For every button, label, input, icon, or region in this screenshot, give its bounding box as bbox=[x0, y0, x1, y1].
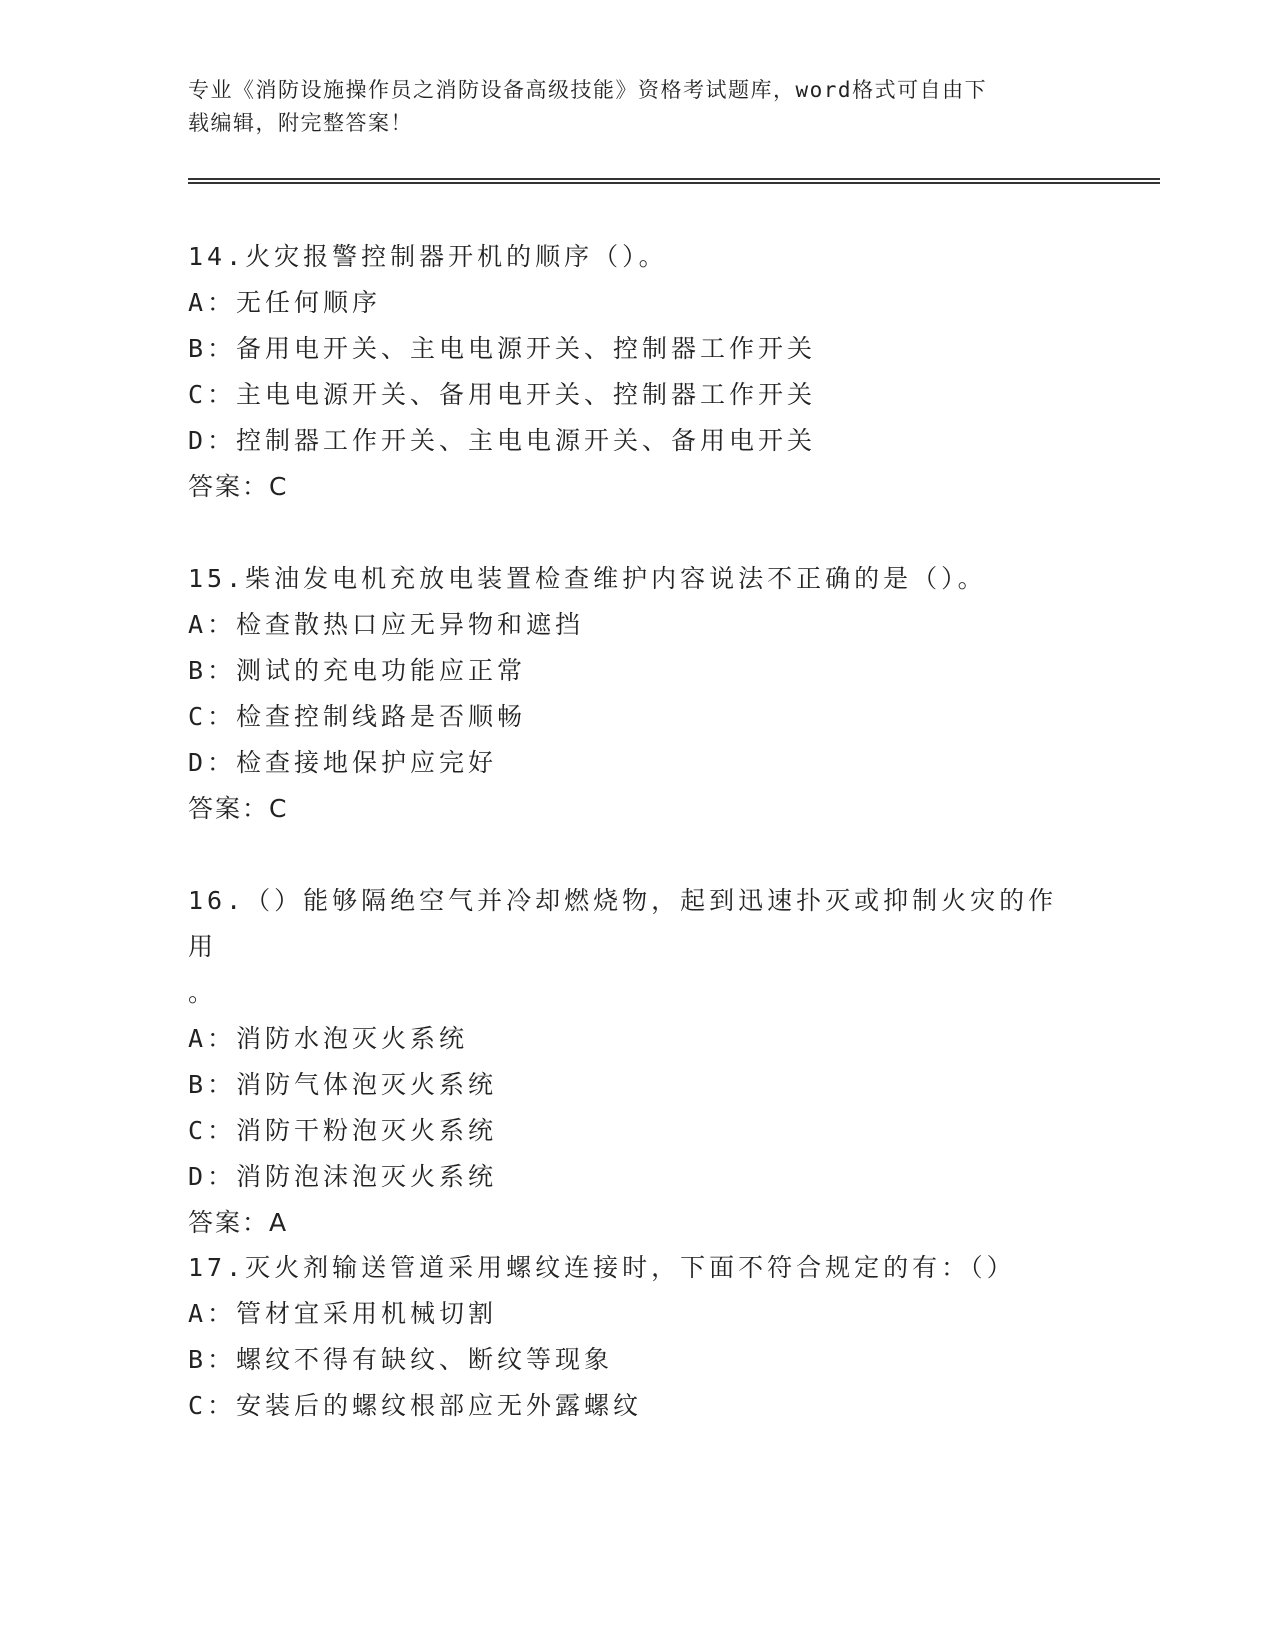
answer-text: 答案：C bbox=[188, 794, 289, 823]
option-b: B：消防气体泡灭火系统 bbox=[188, 1070, 498, 1099]
option-c: C：主电电源开关、备用电开关、控制器工作开关 bbox=[188, 380, 817, 409]
option-c: C：安装后的螺纹根部应无外露螺纹 bbox=[188, 1391, 643, 1420]
option-a: A：检查散热口应无异物和遮挡 bbox=[188, 610, 585, 639]
answer-text: 答案：C bbox=[188, 472, 289, 501]
question-16 bbox=[188, 878, 1088, 1246]
header-line-1: 专业《消防设施操作员之消防设备高级技能》资格考试题库，word格式可自由下 bbox=[188, 78, 988, 102]
question-stem: 15.柴油发电机充放电装置检查维护内容说法不正确的是（）。 bbox=[188, 564, 987, 593]
question-stem-continuation: 。 bbox=[188, 978, 218, 1007]
answer-text: 答案：A bbox=[188, 1208, 289, 1237]
document-header bbox=[188, 74, 1088, 140]
option-b: B：测试的充电功能应正常 bbox=[188, 656, 527, 685]
option-a: A：管材宜采用机械切割 bbox=[188, 1299, 498, 1328]
option-d: D：消防泡沫泡灭火系统 bbox=[188, 1162, 498, 1191]
question-17 bbox=[188, 1245, 1088, 1429]
question-stem: 17.灭火剂输送管道采用螺纹连接时，下面不符合规定的有：（） bbox=[188, 1253, 1016, 1282]
option-d: D：检查接地保护应完好 bbox=[188, 748, 498, 777]
header-line-2: 载编辑，附完整答案！ bbox=[188, 111, 413, 135]
header-divider-top bbox=[188, 178, 1160, 180]
question-stem: 16.（）能够隔绝空气并冷却燃烧物，起到迅速扑灭或抑制火灾的作用 bbox=[188, 886, 1058, 961]
option-c: C：检查控制线路是否顺畅 bbox=[188, 702, 527, 731]
question-stem: 14.火灾报警控制器开机的顺序（）。 bbox=[188, 242, 668, 271]
option-b: B：螺纹不得有缺纹、断纹等现象 bbox=[188, 1345, 614, 1374]
option-a: A：无任何顺序 bbox=[188, 288, 382, 317]
option-c: C：消防干粉泡灭火系统 bbox=[188, 1116, 498, 1145]
option-d: D：控制器工作开关、主电电源开关、备用电开关 bbox=[188, 426, 817, 455]
question-15 bbox=[188, 556, 1088, 832]
header-divider-bottom bbox=[188, 182, 1160, 184]
option-a: A：消防水泡灭火系统 bbox=[188, 1024, 469, 1053]
option-b: B：备用电开关、主电电源开关、控制器工作开关 bbox=[188, 334, 817, 363]
question-14 bbox=[188, 234, 1088, 510]
